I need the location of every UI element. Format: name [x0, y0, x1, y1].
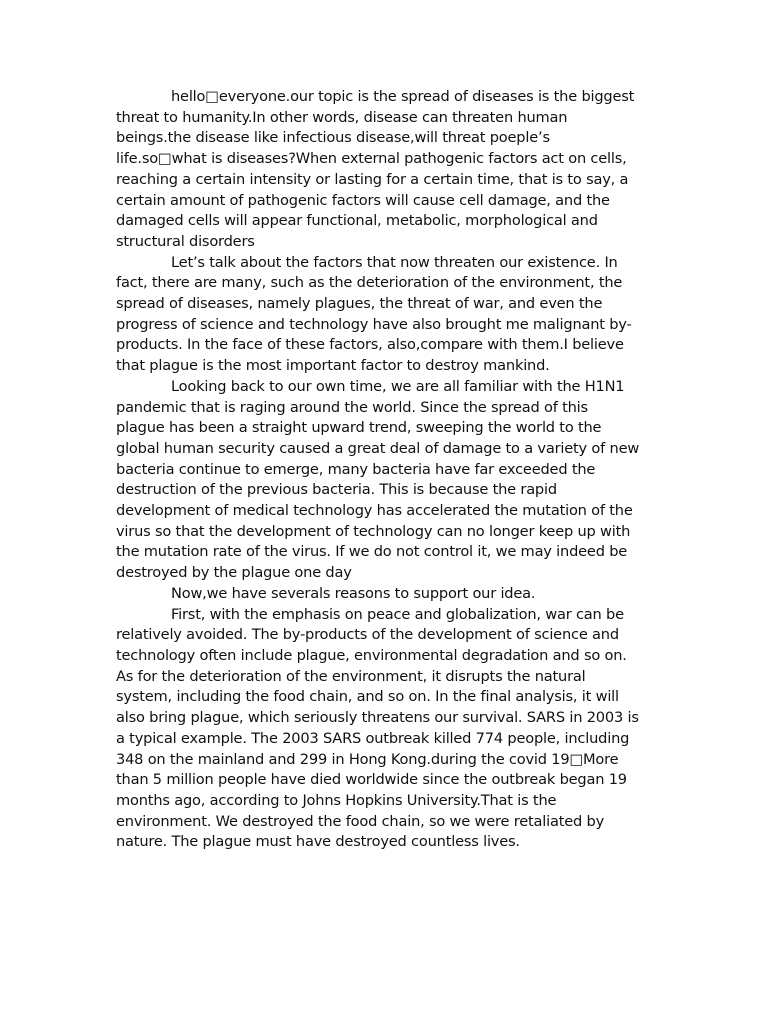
- paragraph-factors: Let’s talk about the factors that now threaten our existence. In fact, there are many, such as the deterioration of the environment, the spread of diseases, namely plagues, the threat of war, and even the progress of science and technology have also brought me malignant by- products. In the face of these factors, also,compare with them.I believe that plague is the most important factor to destroy mankind.: [116, 253, 632, 375]
- paragraph-first-reason: First, with the emphasis on peace and globalization, war can be relatively avoided. The by-products of the development of science and technology often include plague, environmental degradation and so on. As for the deterioration of the environment, it disrupts the natural system, including the food chain, and so on. In the final analysis, it will also bring plague, which seriously threatens our survival. SARS in 2003 is a typical example. The 2003 SARS outbreak killed 774 people, including 348 on the mainland and 299 in Hong Kong.during the covid 19□More than 5 million people have died worldwide since the outbreak began 19 months ago, according to Johns Hopkins University.That is the environment. We destroyed the food chain, so we were retaliated by nature. The plague must have destroyed countless lives.: [116, 605, 639, 851]
- document-body: [116, 87, 656, 853]
- paragraph-reasons-intro: Now,we have severals reasons to support our idea.: [171, 584, 536, 602]
- paragraph-intro: hello□everyone.our topic is the spread of diseases is the biggest threat to humanity.In other words, disease can threaten human beings.the disease like infectious disease,will threat poeple’s life.so□what is diseases?When external pathogenic factors act on cells, reaching a certain intensity or lasting for a certain time, that is to say, a certain amount of pathogenic factors will cause cell damage, and the damaged cells will appear functional, metabolic, morphological and structural disorders: [116, 88, 635, 250]
- paragraph-h1n1: Looking back to our own time, we are all familiar with the H1N1 pandemic that is raging around the world. Since the spread of this plague has been a straight upward trend, sweeping the world to the global human security caused a great deal of damage to a variety of new bacteria continue to emerge, many bacteria have far exceeded the destruction of the previous bacteria. This is because the rapid development of medical technology has accelerated the mutation of the virus so that the development of technology can no longer keep up with the mutation rate of the virus. If we do not control it, we may indeed be destroyed by the plague one day: [116, 377, 640, 582]
